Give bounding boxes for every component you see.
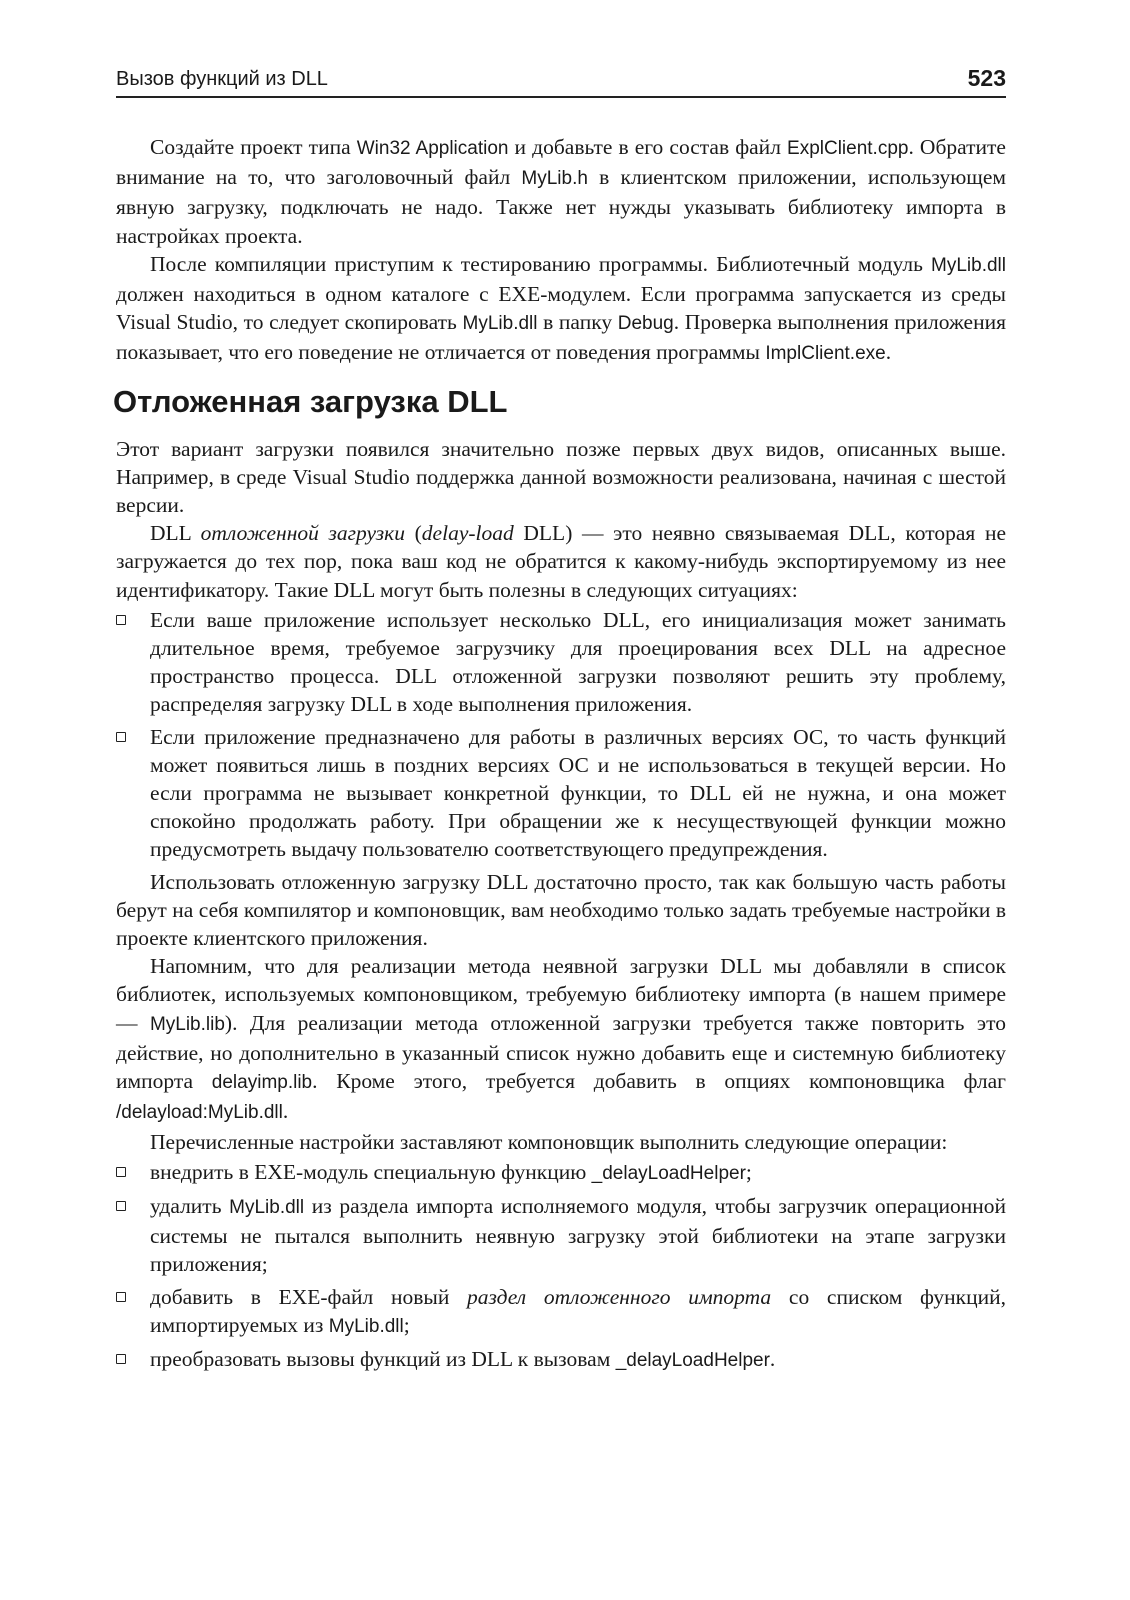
text-run: (: [404, 521, 422, 546]
situations-list: [116, 606, 1006, 864]
text-run: со списком функций, импортируемых из: [150, 1284, 1006, 1337]
list-item: [116, 1345, 1006, 1375]
italic-run: отложенной загрузки: [200, 521, 405, 546]
paragraph-operations-intro: Перечисленные настройки заставляют компоновщик выполнить следующие операции:: [150, 1129, 948, 1154]
checkbox-bullet-icon: [116, 615, 126, 625]
page-body: [113, 133, 1006, 1379]
text-run: и добавьте в его состав файл: [508, 135, 788, 159]
text-run: После компиляции приступим к тестированию программы. Библиотечный модуль: [150, 251, 932, 276]
paragraph-definition: [116, 519, 1006, 604]
text-run: DLL) — это неявно связываемая DLL, которая не загружается до тех пор, пока ваш код не обратится к какому-нибудь экспортируемому из нее идентификатору. Такие DLL могут быть полезны в следующих ситуациях:: [116, 521, 1006, 602]
text-run: в клиентском приложении, использующем явную загрузку, подключать не надо. Также нет нужды указывать библиотеку импорта в настройках проекта.: [116, 165, 1006, 248]
running-header: [116, 62, 1006, 98]
list-item: [116, 723, 1006, 864]
text-run: ;: [745, 1159, 752, 1184]
text-run: Создайте проект типа: [150, 135, 357, 159]
list-item: [116, 1158, 1006, 1188]
code-run: MyLib.dll: [229, 1196, 305, 1218]
paragraph-linker-settings: [116, 952, 1006, 1127]
text-run: должен находиться в одном каталоге с EXE-модулем. Если программа запускается из среды Visual Studio, то следует скопировать: [116, 282, 1006, 335]
checkbox-bullet-icon: [116, 1167, 126, 1177]
paragraph-usage: Использовать отложенную загрузку DLL достаточно просто, так как большую часть работы берут на себя компилятор и компоновщик, вам необходимо только задать требуемые настройки в проекте клиентского приложения.: [116, 869, 1006, 951]
paragraph-testing: [116, 250, 1006, 369]
list-item-text: Если приложение предназначено для работы в различных версиях ОС, то часть функций может появиться лишь в поздних версиях ОС и не использоваться в текущей версии. Но если программа не вызывает конкретной функции, то DLL ей не нужна, и она может спокойно продолжать работу. При обращении же к несуществующей функции можно предусмотреть выдачу пользователю соответствующего предупреждения.: [150, 724, 1006, 862]
page-number: 523: [967, 65, 1006, 91]
text-run: .: [282, 1099, 289, 1124]
text-run: Напомним, что для реализации метода неявной загрузки DLL мы добавляли в список библиотек, используемых компоновщиком, требуемую библиотеку импорта (в нашем примере —: [116, 954, 1006, 1035]
list-item: [116, 606, 1006, 719]
code-run: MyLib.dll: [462, 313, 538, 335]
text-run: .: [769, 1346, 776, 1371]
italic-run: delay-load: [421, 521, 514, 546]
text-run: в папку: [537, 310, 618, 335]
list-item: [116, 1283, 1006, 1341]
code-run: ImplClient.exe: [765, 343, 886, 365]
text-run: . Кроме этого, требуется добавить в опциях компоновщика флаг: [312, 1069, 1006, 1094]
list-item-text: Если ваше приложение использует несколько DLL, его инициализация может занимать длительное время, требуемое загрузчику для проецирования всех DLL на адресное пространство процесса. DLL отложенной загрузки позволяют решить эту проблему, распределяя загрузку DLL в ходе выполнения приложения.: [150, 607, 1006, 717]
code-run: /delayload:MyLib.dll: [116, 1102, 283, 1124]
text-run: внедрить в EXE-модуль специальную функцию: [150, 1159, 592, 1184]
text-run: .: [885, 340, 892, 365]
code-run: _delayLoadHelper: [591, 1162, 746, 1184]
checkbox-bullet-icon: [116, 1354, 126, 1364]
code-run: MyLib.h: [521, 168, 588, 190]
code-run: delayimp.lib: [211, 1072, 313, 1094]
text-run: из раздела импорта исполняемого модуля, чтобы загрузчик операционной системы не пытался выполнить неявную загрузку этой библиотеки на этапе загрузки приложения;: [150, 1193, 1006, 1277]
code-run: Win32 Application: [356, 138, 509, 159]
code-run: Debug: [617, 313, 674, 335]
running-title: Вызов функций из DLL: [116, 68, 328, 90]
checkbox-bullet-icon: [116, 732, 126, 742]
text-run: удалить: [150, 1193, 230, 1218]
text-run: преобразовать вызовы функций из DLL к вызовам: [150, 1346, 616, 1371]
checkbox-bullet-icon: [116, 1201, 126, 1211]
section-heading: Отложенная загрузка DLL: [113, 383, 508, 419]
text-run: . Обратите внимание на то, что заголовочный файл: [116, 135, 1006, 190]
text-run: ). Для реализации метода отложенной загрузки требуется также повторить это действие, но дополнительно в указанный список нужно добавить еще и системную библиотеку импорта: [116, 1010, 1006, 1094]
code-run: MyLib.dll: [328, 1315, 404, 1337]
operations-list: [116, 1158, 1006, 1375]
code-run: MyLib.dll: [931, 254, 1006, 276]
text-run: добавить в EXE-файл новый: [150, 1284, 468, 1309]
paragraph-intro: Этот вариант загрузки появился значительно позже первых двух видов, описанных выше. Например, в среде Visual Studio поддержка данной возможности реализована, начиная с шестой версии.: [116, 436, 1006, 518]
checkbox-bullet-icon: [116, 1292, 126, 1302]
paragraph-create-project: [116, 133, 1006, 250]
code-run: _delayLoadHelper: [615, 1349, 770, 1371]
list-item: [116, 1192, 1006, 1279]
code-run: MyLib.lib: [149, 1013, 225, 1035]
text-run: . Проверка выполнения приложения показывает, что его поведение не отличается от поведения программы: [116, 310, 1006, 365]
italic-run: раздел отложенного импорта: [467, 1284, 772, 1309]
text-run: ;: [403, 1312, 410, 1337]
code-run: ExplClient.cpp: [787, 138, 909, 159]
text-run: DLL: [150, 521, 201, 546]
